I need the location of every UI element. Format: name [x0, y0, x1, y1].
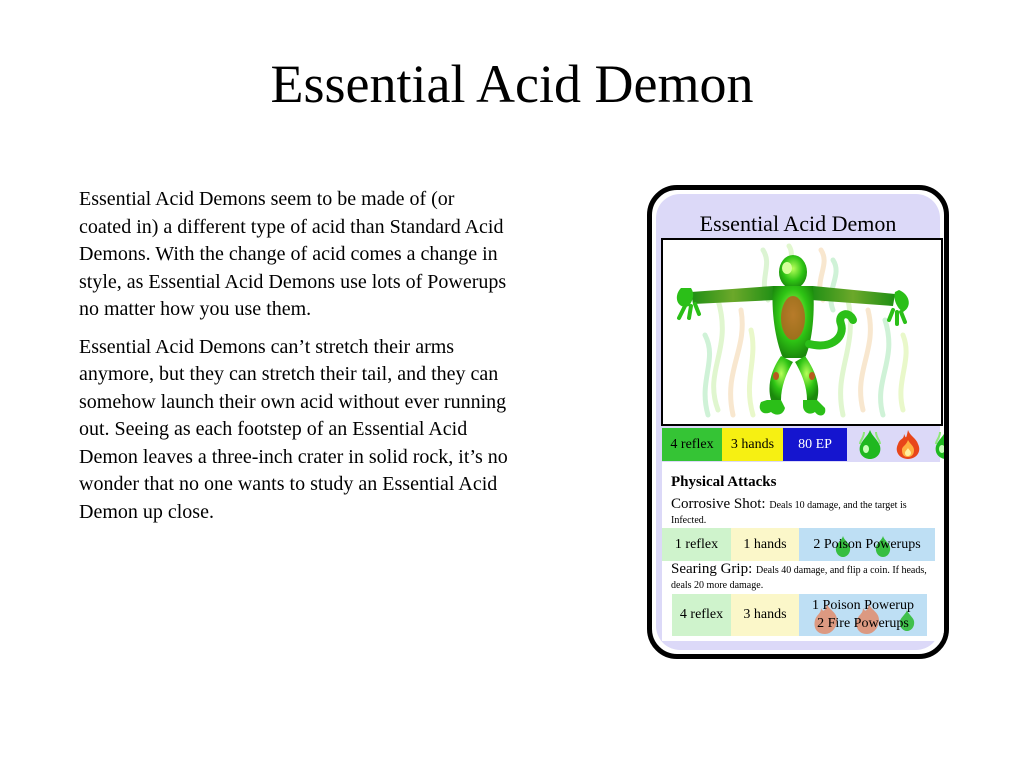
attack-1-text: Deals 10 damage, and the target is Infected.: [671, 500, 907, 526]
hands-stat: 3 hands: [722, 428, 783, 461]
attack-2-cost: [672, 594, 927, 636]
attack-1-powerup-label: 2 Poison Powerups: [813, 536, 921, 552]
fire-icon: [892, 428, 924, 461]
attack-2-hands: 3 hands: [731, 594, 799, 636]
paragraph-2: Essential Acid Demons can’t stretch their arms anymore, but they can stretch their tail, and they can somehow launch their own acid without ever running out. Seeing as each footstep of an Essential Acid Demon leaves a three-inch crater in solid rock, it’s no wonder that no one wants to study an Essential Acid Demon up close.: [79, 335, 508, 523]
powerup-icons: [847, 428, 949, 461]
attack-1-reflex: 1 reflex: [662, 528, 731, 561]
poison-drop-icon: [930, 428, 949, 461]
reflex-stat: 4 reflex: [662, 428, 722, 461]
slide-body: [79, 186, 511, 536]
card-name: Essential Acid Demon: [699, 211, 897, 236]
paragraph-1: Essential Acid Demons seem to be made of (or coated in) a different type of acid than Standard Acid Demons. With the change of acid comes a change in style, as Essential Acid Demons use lots of Powerups no matter how you use them.: [79, 188, 507, 320]
acid-demon-illustration: [663, 240, 941, 424]
attack-2-text: Deals 40 damage, and flip a coin. If heads, deals 20 more damage.: [671, 565, 927, 591]
attack-1-cost: [662, 528, 935, 561]
card-artwork: [661, 238, 943, 426]
attack-2-reflex: 4 reflex: [672, 594, 731, 636]
section-title: Physical Attacks: [671, 474, 777, 490]
card-frame: [656, 194, 940, 650]
slide-title: Essential Acid Demon: [270, 54, 754, 114]
poison-drop-icon: [854, 428, 886, 461]
attack-2-name: Searing Grip:: [671, 561, 753, 577]
attacks-section: [662, 462, 944, 641]
attack-2-powerup-label-2: 2 Fire Powerups: [817, 616, 909, 631]
attack-2-powerup-label-1: 1 Poison Powerup: [812, 598, 914, 613]
attack-1-hands: 1 hands: [731, 528, 799, 561]
card-stats: [662, 428, 949, 461]
attack-1-description: [671, 497, 937, 527]
attack-1-name: Corrosive Shot:: [671, 496, 766, 512]
attack-2-powerups: [799, 594, 927, 636]
ep-stat: 80 EP: [783, 428, 847, 461]
attack-2-description: [671, 562, 937, 592]
monster-card: [647, 185, 949, 659]
attack-1-powerups: [799, 528, 935, 561]
